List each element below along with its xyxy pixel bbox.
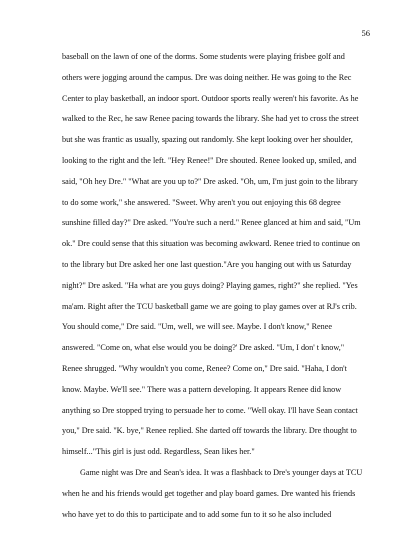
text-line: know. Maybe. We'll see." There was a pattern developing. It appears Renee did know <box>62 384 342 394</box>
text-line: himself..."This girl is just odd. Regardless, Sean likes her." <box>62 447 255 457</box>
text-line: others were jogging around the campus. Dre was doing neither. He was going to the Rec <box>62 72 352 82</box>
text-line: when he and his friends would get together and play board games. Dre wanted his friends <box>62 488 356 498</box>
text-line: ok." Dre could sense that this situation was becoming awkward. Renee tried to continue on <box>62 239 361 249</box>
text-line: to do some work," she answered. "Sweet. Why aren't you out enjoying this 68 degree <box>62 197 341 207</box>
text-line: night?" Dre asked. "Ha what are you guys doing? Playing games, right?" she replied. "Yes <box>62 280 358 290</box>
paragraph-start-line: Game night was Dre and Sean's idea. It was a flashback to Dre's younger days at TCU <box>80 467 363 477</box>
text-line: who have yet to do this to participate and to add some fun to it so he also included <box>62 509 332 519</box>
text-line: sunshine filled day?" Dre asked. "You're such a nerd." Renee glanced at him and said, "Um <box>62 218 361 228</box>
text-line: to the library but Dre asked her one last question."Are you hanging out with us Saturday <box>62 259 352 269</box>
text-line: Center to play basketball, an indoor sport. Outdoor sports really weren't his favorite. As he <box>62 93 359 103</box>
body-text <box>62 47 362 525</box>
text-line: You should come," Dre said. "Um, well, we will see. Maybe. I don't know," Renee <box>62 322 333 332</box>
text-line: baseball on the lawn of one of the dorms. Some students were playing frisbee golf and <box>62 52 345 61</box>
text-line: answered. "Come on, what else would you be doing?' Dre asked. "Um, I don' t know," <box>62 343 345 353</box>
text-line: Renee shrugged. "Why wouldn't you come, Renee? Come on," Dre said. "Haha, I don't <box>62 363 347 373</box>
text-line: anything so Dre stopped trying to persuade her to come. "Well okay. I'll have Sean contact <box>62 405 358 415</box>
text-line: but she was frantic as usually, spazing out randomly. She kept looking over her shoulder, <box>62 135 353 145</box>
text-line: walked to the Rec, he saw Renee pacing towards the library. She had yet to cross the street <box>62 114 359 124</box>
page-number: 56 <box>361 28 370 38</box>
text-line: said, "Oh hey Dre." "What are you up to?" Dre asked. "Oh, um, I'm just goin to the library <box>62 176 358 186</box>
text-line: ma'am. Right after the TCU basketball game we are going to play games over at RJ's crib. <box>62 301 357 311</box>
text-line: you," Dre said. "K. bye," Renee replied. She darted off towards the library. Dre thought to <box>62 426 357 436</box>
text-line: looking to the right and the left. "Hey Renee!" Dre shouted. Renee looked up, smiled, and <box>62 155 357 165</box>
